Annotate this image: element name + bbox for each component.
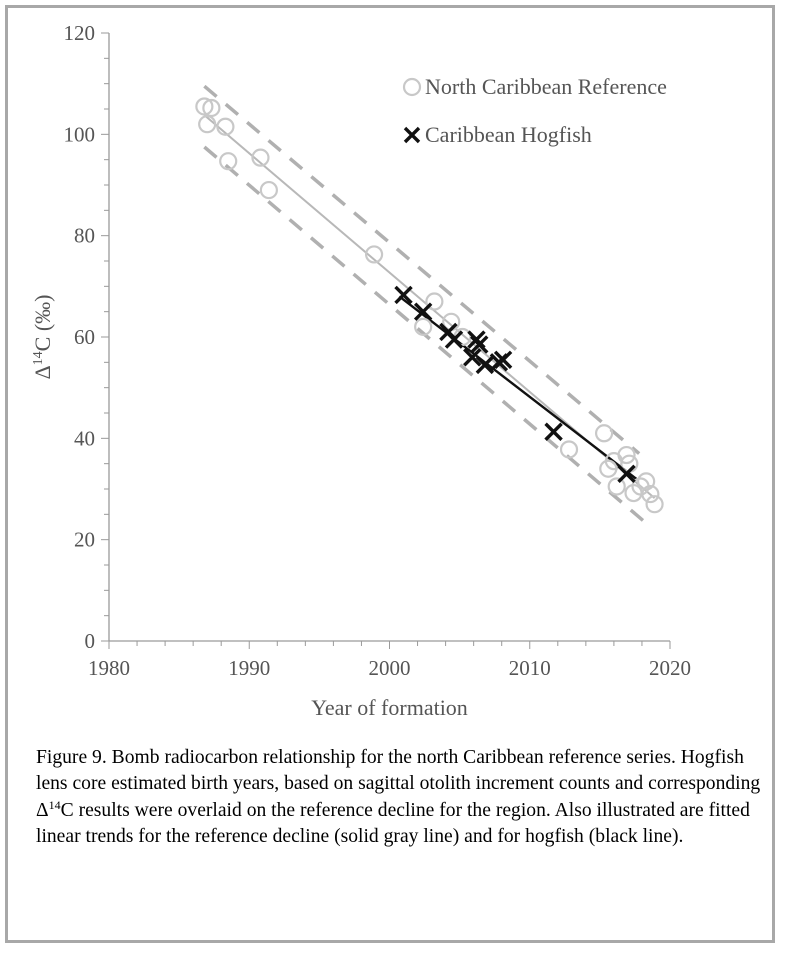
y-tick-label: 0 — [84, 629, 95, 653]
legend-entry-reference: North Caribbean Reference — [425, 74, 667, 99]
y-tick-label: 120 — [63, 21, 95, 45]
y-tick-label: 60 — [74, 325, 95, 349]
caption-superscript: 14 — [48, 797, 61, 812]
reference-point — [609, 478, 625, 494]
reference-point — [647, 496, 663, 512]
chart-axes — [64, 21, 692, 680]
chart-legend — [404, 74, 667, 147]
caption-text-2: C results were overlaid on the reference decline for the region. Also illustrated are fitted linear trends for the reference decline (solid gray line) and for hogfish (black line). — [36, 799, 750, 848]
figure-caption — [36, 745, 766, 851]
trend-line — [399, 296, 636, 478]
hogfish-point — [546, 424, 562, 440]
y-tick-label: 20 — [74, 527, 95, 552]
legend-entry-hogfish: Caribbean Hogfish — [425, 122, 592, 147]
reference-point — [596, 425, 612, 441]
x-axis-label: Year of formation — [311, 695, 468, 720]
scatter-chart — [8, 8, 778, 738]
caption-text-1: Figure 9. Bomb radiocarbon relationship for the north Caribbean reference series. Hogfish lens core estimated birth years, based on sagittal otolith increment counts and corresponding Δ — [36, 747, 761, 821]
y-axis-label-superscript: 14 — [31, 351, 46, 366]
y-axis-label — [30, 295, 55, 380]
y-axis-label-suffix: C (‰) — [30, 294, 55, 352]
figure-frame — [5, 5, 775, 943]
x-tick-label: 1980 — [88, 656, 130, 680]
legend-x-marker — [405, 128, 419, 142]
x-tick-label: 2020 — [649, 656, 691, 680]
x-tick-label: 1990 — [228, 656, 271, 680]
y-tick-label: 80 — [74, 223, 95, 248]
x-tick-label: 2000 — [368, 656, 411, 680]
y-tick-label: 100 — [63, 122, 95, 147]
reference-point — [261, 182, 277, 198]
legend-circle-marker — [404, 79, 420, 95]
reference-point — [561, 441, 577, 457]
y-tick-label: 40 — [74, 426, 95, 451]
hogfish-point — [619, 466, 635, 482]
y-axis-label-prefix: Δ — [30, 365, 55, 380]
x-tick-label: 2010 — [508, 656, 551, 680]
